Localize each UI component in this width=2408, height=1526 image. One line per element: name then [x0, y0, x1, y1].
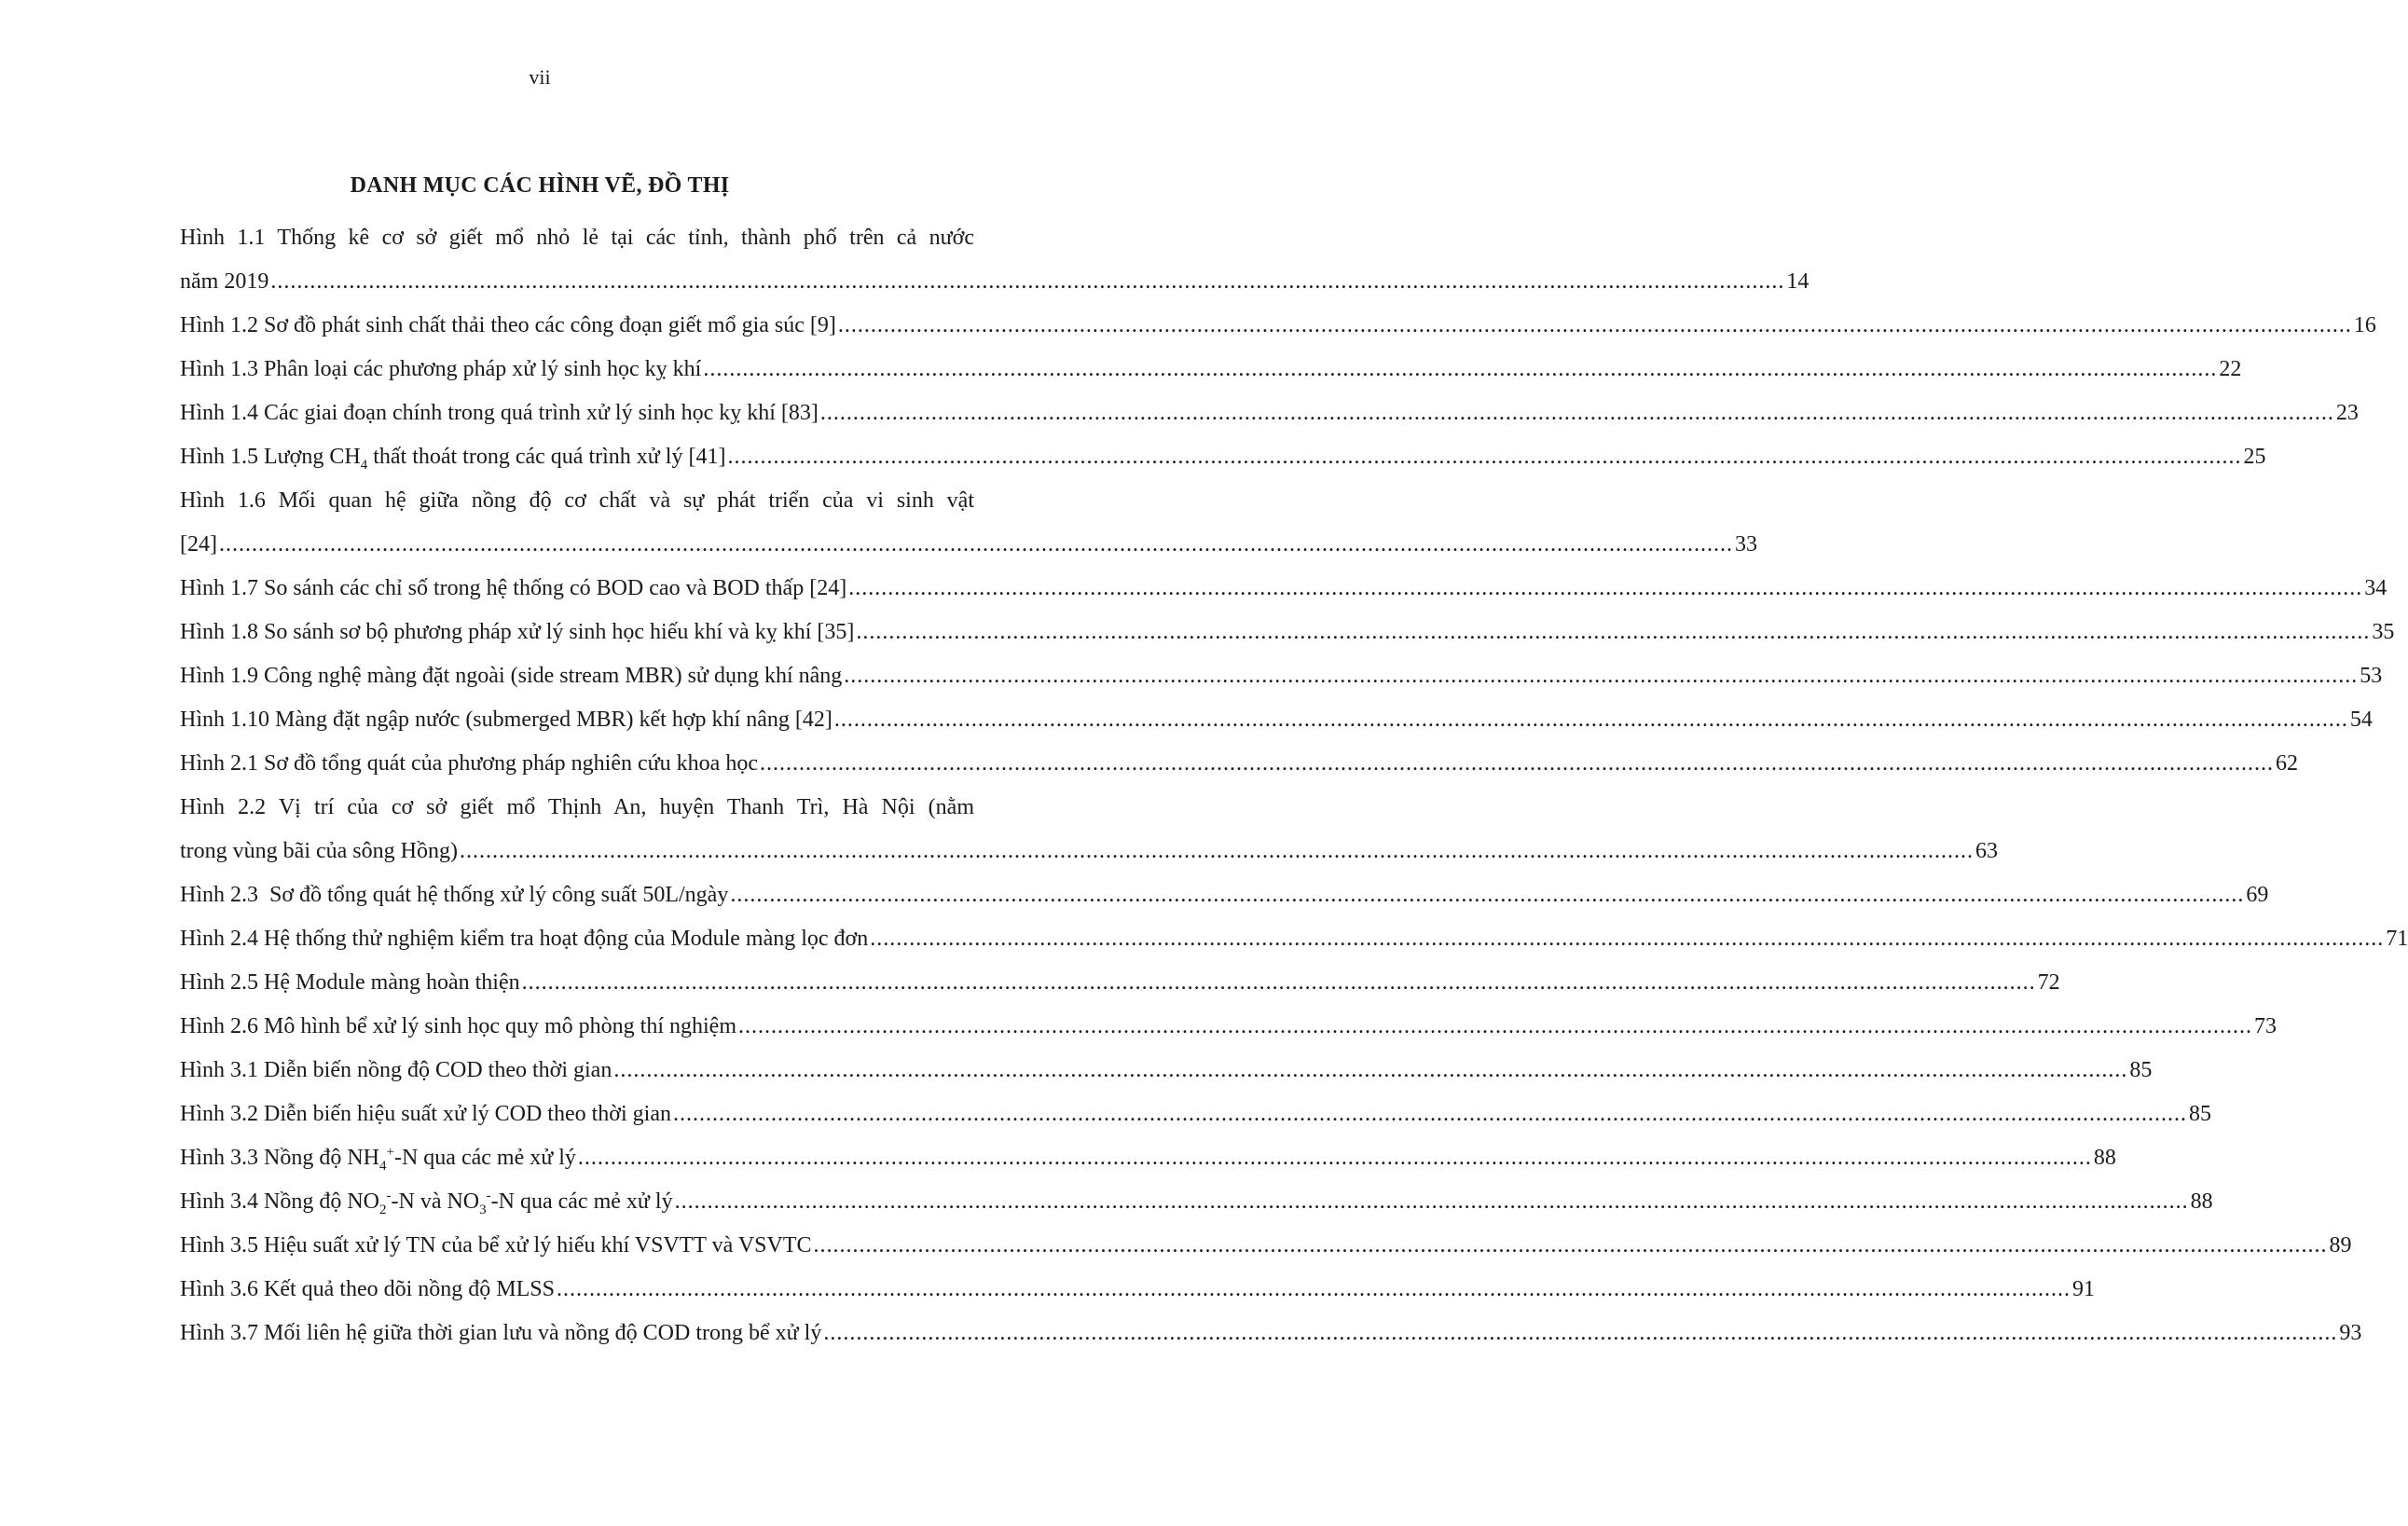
text-part: Hình 3.3 Nồng độ NH: [180, 1146, 379, 1170]
text-part: -N qua các mẻ xử lý: [393, 1146, 576, 1170]
superscript: -: [386, 1189, 392, 1203]
dot-leader: [270, 260, 1784, 304]
toc-entry[interactable]: [180, 1312, 2362, 1355]
text-part: -N qua các mẻ xử lý: [490, 1189, 673, 1214]
toc-entry[interactable]: [180, 348, 2242, 392]
dot-leader: [738, 1005, 2252, 1049]
toc-entry-page: 63: [1975, 839, 1998, 863]
toc-entry-text: năm 2019: [180, 269, 269, 294]
dot-leader: [673, 1093, 2187, 1136]
toc-entry[interactable]: [180, 435, 2266, 479]
toc-entry-text: Hình 1.3 Phân loại các phương pháp xử lý sinh học kỵ khí: [180, 357, 702, 381]
page-number: vii: [529, 65, 551, 89]
toc-entry-page: 71: [2386, 927, 2408, 951]
toc-entry-text: [180, 1136, 576, 1180]
dot-leader: [870, 917, 2384, 961]
page-title: DANH MỤC CÁC HÌNH VẼ, ĐỒ THỊ: [350, 173, 730, 198]
toc-entry[interactable]: [180, 1180, 2213, 1224]
dot-leader: [856, 611, 2370, 654]
dot-leader: [834, 698, 2348, 742]
toc-entry-page: 25: [2243, 445, 2266, 469]
dot-leader: [727, 435, 2241, 479]
toc-entry[interactable]: [180, 479, 1757, 567]
toc-entry-text: Hình 2.5 Hệ Module màng hoàn thiện: [180, 970, 520, 995]
text-part: thất thoát trong các quá trình xử lý [41]: [367, 445, 726, 469]
toc-entry-page: 69: [2246, 883, 2269, 907]
toc-entry[interactable]: [180, 1005, 2277, 1049]
toc-entry[interactable]: [180, 917, 2408, 961]
toc-entry[interactable]: [180, 1224, 2352, 1268]
dot-leader: [820, 392, 2334, 435]
toc-entry[interactable]: [180, 742, 2298, 786]
toc-entry-text: Hình 3.1 Diễn biến nồng độ COD theo thời gian: [180, 1058, 612, 1082]
toc-entry-page: 93: [2339, 1321, 2362, 1345]
toc-entry-page: 35: [2372, 620, 2395, 644]
toc-entry[interactable]: [180, 1093, 2211, 1136]
toc-entry-page: 88: [2093, 1146, 2116, 1170]
toc-entry-first-line: Hình 2.2 Vị trí của cơ sở giết mổ Thịnh An, huyện Thanh Trì, Hà Nội (nằm: [180, 795, 974, 819]
dot-leader: [730, 873, 2244, 917]
dot-leader: [760, 742, 2274, 786]
toc-entry[interactable]: [180, 961, 2060, 1005]
toc-entry-text: [180, 435, 725, 479]
toc-entry[interactable]: [180, 304, 2376, 348]
toc-entry-text: [180, 1180, 673, 1224]
toc-entry-text: Hình 1.10 Màng đặt ngập nước (submerged MBR) kết hợp khí nâng [42]: [180, 708, 832, 732]
dot-leader: [848, 567, 2362, 611]
toc-entry-page: 14: [1786, 269, 1809, 294]
toc-entry-text: Hình 1.4 Các giai đoạn chính trong quá trình xử lý sinh học kỵ khí [83]: [180, 401, 819, 425]
toc-entry-text: Hình 1.9 Công nghệ màng đặt ngoài (side stream MBR) sử dụng khí nâng: [180, 664, 843, 688]
toc-entry[interactable]: [180, 786, 1998, 873]
toc-entry-page: 23: [2335, 401, 2359, 425]
toc-entry-first-line: Hình 1.6 Mối quan hệ giữa nồng độ cơ chất và sự phát triển của vi sinh vật: [180, 488, 974, 513]
toc-entry-text: Hình 2.6 Mô hình bể xử lý sinh học quy mô phòng thí nghiệm: [180, 1014, 736, 1038]
dot-leader: [460, 830, 1974, 873]
toc-entry-text: Hình 1.8 So sánh sơ bộ phương pháp xử lý sinh học hiếu khí và kỵ khí [35]: [180, 620, 855, 644]
subscript: 4: [379, 1158, 387, 1174]
subscript: 3: [479, 1202, 487, 1217]
toc-entry-text: Hình 3.2 Diễn biến hiệu suất xử lý COD theo thời gian: [180, 1102, 671, 1126]
toc-entry-page: 85: [2129, 1058, 2153, 1082]
text-part: Hình 1.5 Lượng CH: [180, 445, 361, 469]
toc-entry-page: 62: [2275, 751, 2298, 776]
subscript: 2: [379, 1202, 387, 1217]
toc-entry-text: Hình 3.6 Kết quả theo dõi nồng độ MLSS: [180, 1277, 555, 1301]
toc-entry-text: [24]: [180, 532, 217, 557]
toc-entry-page: 33: [1734, 532, 1757, 557]
toc-entry-text: Hình 3.7 Mối liên hệ giữa thời gian lưu và nồng độ COD trong bể xử lý: [180, 1321, 822, 1345]
figure-list: [180, 216, 2408, 1355]
dot-leader: [838, 304, 2352, 348]
dot-leader: [522, 961, 2036, 1005]
toc-entry[interactable]: [180, 1136, 2116, 1180]
dot-leader: [578, 1136, 2092, 1180]
toc-entry-text: trong vùng bãi của sông Hồng): [180, 839, 458, 863]
toc-entry[interactable]: [180, 567, 2387, 611]
toc-entry-first-line: Hình 1.1 Thống kê cơ sở giết mổ nhỏ lẻ tại các tỉnh, thành phố trên cả nước: [180, 226, 974, 250]
toc-entry-page: 22: [2219, 357, 2242, 381]
toc-entry[interactable]: [180, 1049, 2153, 1093]
text-part: -N và NO: [391, 1189, 480, 1214]
toc-entry[interactable]: [180, 216, 1809, 304]
toc-entry[interactable]: [180, 873, 2269, 917]
toc-entry-text: Hình 3.5 Hiệu suất xử lý TN của bể xử lý hiếu khí VSVTT và VSVTC: [180, 1233, 812, 1258]
dot-leader: [219, 523, 1733, 567]
toc-entry[interactable]: [180, 392, 2359, 435]
toc-entry-page: 16: [2353, 313, 2376, 337]
subscript: 4: [360, 457, 368, 473]
toc-entry-text: Hình 2.4 Hệ thống thử nghiệm kiểm tra hoạt động của Module màng lọc đơn: [180, 927, 869, 951]
toc-entry[interactable]: [180, 1268, 2095, 1312]
text-part: Hình 3.4 Nồng độ NO: [180, 1189, 379, 1214]
superscript: -: [486, 1189, 491, 1203]
toc-entry-page: 54: [2349, 708, 2373, 732]
dot-leader: [675, 1180, 2189, 1224]
dot-leader: [703, 348, 2217, 392]
toc-entry-text: Hình 2.3 Sơ đồ tổng quát hệ thống xử lý công suất 50L/ngày: [180, 883, 729, 907]
toc-entry-page: 73: [2254, 1014, 2277, 1038]
toc-entry-text: Hình 1.2 Sơ đồ phát sinh chất thải theo các công đoạn giết mổ gia súc [9]: [180, 313, 836, 337]
dot-leader: [613, 1049, 2127, 1093]
toc-entry-page: 91: [2072, 1277, 2095, 1301]
superscript: +: [386, 1145, 394, 1160]
toc-entry-text: Hình 2.1 Sơ đồ tổng quát của phương pháp nghiên cứu khoa học: [180, 751, 758, 776]
toc-entry[interactable]: [180, 654, 2383, 698]
toc-entry-page: 85: [2188, 1102, 2211, 1126]
dot-leader: [814, 1224, 2328, 1268]
toc-entry-page: 53: [2360, 664, 2383, 688]
toc-entry[interactable]: [180, 611, 2395, 654]
dot-leader: [823, 1312, 2337, 1355]
toc-entry[interactable]: [180, 698, 2373, 742]
dot-leader: [557, 1268, 2071, 1312]
toc-entry-page: 72: [2037, 970, 2060, 995]
toc-entry-page: 88: [2190, 1189, 2213, 1214]
toc-entry-page: 34: [2364, 576, 2387, 600]
toc-entry-text: Hình 1.7 So sánh các chỉ số trong hệ thống có BOD cao và BOD thấp [24]: [180, 576, 847, 600]
dot-leader: [844, 654, 2358, 698]
toc-entry-page: 89: [2329, 1233, 2352, 1258]
